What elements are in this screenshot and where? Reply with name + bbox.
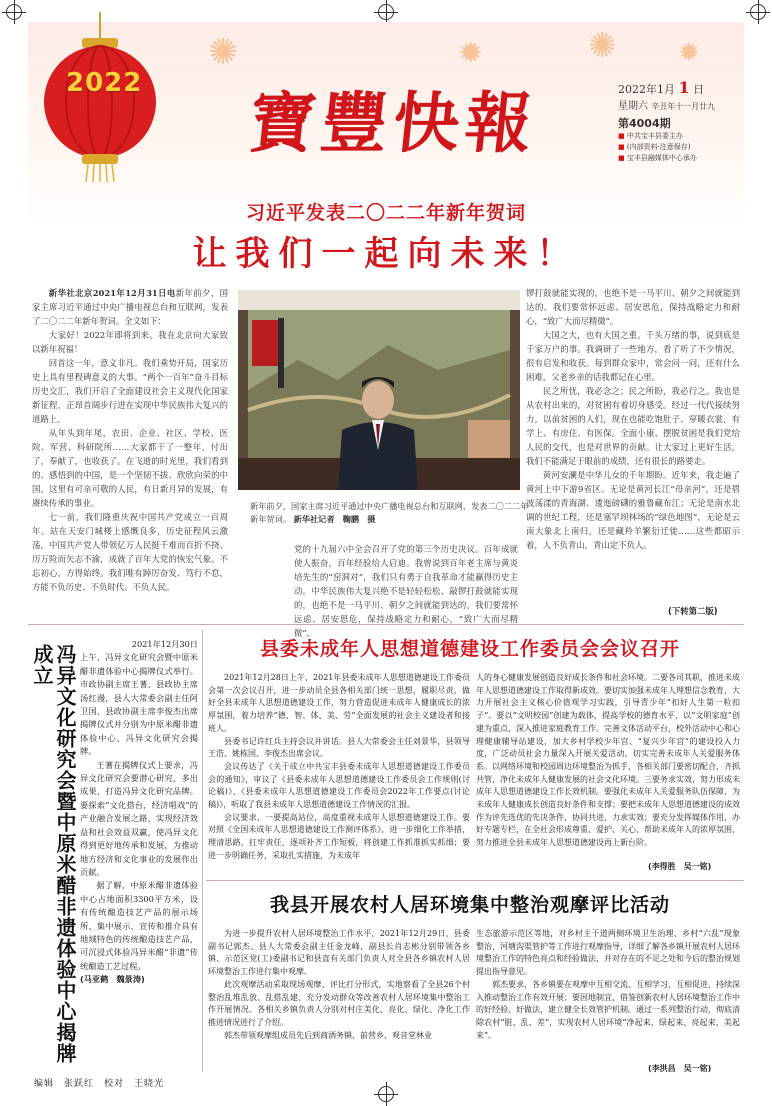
lead-kicker: 习近平发表二〇二二年新年贺词 xyxy=(245,202,526,224)
continued-note: (下转第二版) xyxy=(668,606,718,616)
section-divider xyxy=(28,624,744,625)
story3-paragraph: 此次观摩活动采取现场观摩、评比打分形式，实地察看了全县26个村整治乱堆乱放、乱搭乱建、充分发动群众等改善农村人居环境集中整治工作开展情况。各相关乡镇负责人分别对村庄美化、亮化、绿化、净化工作推进情况进行了介绍。 xyxy=(208,979,470,1027)
story3-paragraph: 生态旅游示范区等地，对乡村主干道两侧环境卫生治理、乡村“六乱”现象整治、河塘沟渠管护等工作进行观摩指导，详细了解各乡镇开展农村人居环境整治工作的特色亮点和经验做法，并对存在的不足之处和今后的整治规划提出指导意见。 xyxy=(476,929,740,977)
section-divider xyxy=(206,880,744,881)
year-badge: 2022 xyxy=(66,68,143,98)
photo-caption xyxy=(250,500,530,526)
story2-byline: (李得胜 吴一铭) xyxy=(648,862,712,871)
story2-paragraph: 会议传达了《关于成立中共宝丰县委未成年人思想道德建设工作委员会的通知》，审议了《县委未成年人思想道德建设工作委员会工作规则(讨论稿)》、《县委未成年人思想道德建设工作委员会2022年工作要点(讨论稿)》，听取了我县未成年人思想道德建设工作情况的汇报。 xyxy=(208,761,470,810)
side-story-paragraph: 上午，冯异文化研究会暨中原米醋非遗体验中心揭牌仪式举行。市政协副主席王蓍、县政协主席汤红漫，县人大常委会副主任阿卫国、县政协副主席李俊杰出席揭牌仪式并分别为中原米醋非遗体验中心、冯异文化研究会揭牌。 xyxy=(80,652,198,757)
story2-paragraph: 人的身心健康发展创造良好成长条件和社会环境。二要各司其职，推进未成年人思想道德建设工作取得新成效。要切实加强未成年人理想信念教育，大力开展社会主义核心价值观学习实践，引导青少年“扣好人生第一粒扣子”。要以“文明校园”创建为载体，提高学校的德育水平，以“文明家庭”创建为重点，深入推进家庭教育工作。完善文体活动平台，校外活动中心和心理健康辅导站建设，加大乡村学校少年宫、“复兴少年宫”的建设投入力度，广泛动员社会力量深入开展关爱活动，切实完善未成年人关爱服务体系。以网络环境和校园周边环境整治为抓手，各相关部门要密切配合，齐抓共管，净化未成年人健康发展的社会文化环境。三要务求实效，努力形成未成年人思想道德建设工作长效机制。要强化未成年人关爱服务队伍保障，为未成年人健康成长创造良好条件和支撑；要把未成年人思想道德建设的成效作为评先选优的先决条件，协同共进，力求实效；要充分发挥媒体作用，办好专题专栏，在全社会形成尊重、爱护、关心、帮助未成年人的浓厚氛围，努力推进全县未成年人思想道德建设再上新台阶。 xyxy=(476,673,740,848)
date-day: 1 xyxy=(678,78,690,97)
issue-number: 第4004期 xyxy=(618,117,671,130)
side-story-date: 2021年12月30日 xyxy=(131,639,198,649)
lead-column-3 xyxy=(526,286,740,620)
side-story-byline: (马亚鹤 魏景涛) xyxy=(80,974,145,985)
lead-dateline: 新华社北京2021年12月31日电 xyxy=(48,288,176,298)
lead-paragraph: 七一前，我们隆重庆祝中国共产党成立一百周年。站在天安门城楼上感慨良多，历史征程风云激荡，中国共产党人带领亿万人民挺千难而百折不挠、历万险而矢志不渝，成就了百年大党的恢宏气象。不忘初心，方得始终。我们唯有踔厉奋发、笃行不怠，方能不负历史、不负时代、不负人民。 xyxy=(32,512,228,592)
lead-column-1 xyxy=(32,286,228,618)
lead-paragraph: 回首这一年，意义非凡。我们乘势开局，国家历史上具有里程碑意义的大事。“两个一百年”奋斗目标历史交汇，我们开启了全面建设社会主义现代化国家新征程，正昂首阔步行进在实现中华民族伟大复兴的道路上。 xyxy=(32,358,228,424)
story3-column-left xyxy=(208,928,470,1076)
story3-headline: 我县开展农村人居环境集中整治观摩评比活动 xyxy=(269,894,670,916)
story2-column-right xyxy=(476,672,740,864)
nameplate: 寶豐快報 xyxy=(245,84,542,162)
registration-mark-right xyxy=(750,4,766,20)
firework-icon: ✺ xyxy=(588,26,617,66)
sponsor-line: ■ 中共宝丰县委主办 xyxy=(618,131,738,142)
story2-headline: 县委未成年人思想道德建设工作委员会会议召开 xyxy=(259,638,680,660)
editors-line: 编辑 张跃红 校对 王晓光 xyxy=(34,1079,165,1089)
story3-byline: (李洪昌 吴一铭) xyxy=(648,1064,712,1073)
date-prefix: 2022年1月 xyxy=(618,83,675,96)
lead-paragraph: 从年头到年尾，农田、企业、社区、学校、医院、军营、科研院所……大家都干了一整年，付出了，奉献了，也收获了。在飞逝的时光里，我们看到的、感悟到的中国，是一个坚韧不拔、欣欣向荣的中国。这里有可亲可敬的人民，有日新月异的发展，有赓续传承的事业。 xyxy=(32,428,228,508)
lead-headline: 让我们一起向未来！ xyxy=(192,234,580,274)
firework-icon: ✹ xyxy=(458,36,484,71)
story2-paragraph: 县委书记许红兵主持会议并讲话。县人大常委会主任刘景华，县领导王浩、姚栋国、李俊杰出席会议。 xyxy=(208,736,470,759)
story3-column-right xyxy=(476,928,740,1064)
lead-paragraph: 党的十九届六中全会召开了党的第三个历史决议。百年成就使人振奋，百年经验给人启迪。我曾说到百年老主席与黄炎培先生的“窑洞对”，我们只有勇于自我革命才能赢得历史主动。中华民族伟大复兴绝不是轻轻松松、敲锣打鼓就能实现的，也绝不是一马平川、朝夕之间就能到达的。我们要常怀远虑、居安思危，保持战略定力和耐心，“致广大而尽精微”。 xyxy=(294,544,518,638)
caption-text: 新年前夕，国家主席习近平通过中央广播电视总台和互联网，发表二〇二二年新年贺词。 xyxy=(250,501,529,524)
lead-paragraph: 大国之大，也有大国之重。千头万绪的事，说到底是千家万户的事。我调研了一些地方，看了听了不少情况，很有启发和收获。每到群众家中，常会问一问，还有什么困难，父老乡亲的话我都记在心里。 xyxy=(526,330,740,382)
lead-paragraph: 民之所忧，我必念之；民之所盼，我必行之。我也是从农村出来的，对贫困有着切身感受。经过一代代接续努力，以前贫困的人们，现在也能吃饱肚子、穿暖衣裳，有学上、有房住、有医保。全面小康、摆脱贫困是我们党给人民的交代，也是对世界的贡献。让大家过上更好生活，我们不能满足于眼前的成绩，还有很长的路要走。 xyxy=(526,386,740,466)
weekday: 星期六 xyxy=(618,101,648,112)
sponsor-line: ■ (内部资料·注意保存) xyxy=(618,142,738,153)
side-story-body xyxy=(80,638,198,1072)
sponsor-line: ■ 宝丰县融媒体中心承办 xyxy=(618,153,738,164)
lead-paragraph: 新年前夕，国家主席习近平通过中央广播电视总台和互联网，发表了二〇二二年新年贺词。全文如下： xyxy=(32,288,228,326)
masthead xyxy=(28,22,744,222)
newspaper-page xyxy=(28,22,744,1092)
side-story-paragraph: 据了解，中原米醋非遗体验中心占地面积3300平方米，设有传统酿造技艺产品的展示场所、集中展示、宣传和推介具有地域特色的传统酿造技艺产品，可沉浸式体验冯异米醋“非遗”传统酿造工艺过程。 xyxy=(80,880,198,971)
story3-paragraph: 郭杰带领观摩组成员先后到商酒务镇、前营乡、观音堂林业 xyxy=(224,1030,432,1040)
lead-paragraph: 大家好！2022年即将到来。我在北京向大家致以新年祝福！ xyxy=(32,330,228,354)
date-block xyxy=(618,78,738,164)
lead-photo xyxy=(238,290,520,490)
firework-icon: ✹ xyxy=(678,38,700,68)
story2-column-left xyxy=(208,672,470,864)
story2-paragraph: 会议要求，一要提高站位，高度重视未成年人思想道德建设工作。要对照《全国未成年人思想道德建设工作测评体系》，进一步细化工作举措，理清思路，扛牢责任，逐项补齐工作短板，将创建工作抓准抓实抓细；要进一步明确任务，采取扎实措施，为未成年 xyxy=(208,812,470,860)
lunar-date: 辛丑年十一月廿九 xyxy=(651,102,716,111)
story3-paragraph: 郭杰要求，各乡镇要在观摩中互相交流、互相学习，互相促进，持续深入推动整治工作有效开展；要因地制宜，借鉴创新农村人居环境整治工作中的好经验、好做法，建立健全长效管护机制。通过一系列整治行动，彻底清除农村“脏、乱、差”，实现农村人居环境“净起来、绿起来、亮起来、美起来”。 xyxy=(476,979,740,1040)
story3-paragraph: 为进一步提升农村人居环境整治工作水平，2021年12月29日，县委副书记郭杰、县人大常委会副主任金龙峰，副县长肖志彬分别带领各乡镇、示范区党(工)委副书记和县直有关部门负责人对全县各乡镇农村人居环境整治工作进行集中观摩。 xyxy=(208,929,470,977)
side-story-paragraph: 王蓍在揭牌仪式上要求，冯异文化研究会要潜心研究，多出成果，打造冯异文化研究品牌。要探索“文化搭台，经济唱戏”的产业融合发展之路，实现经济效益和社会效益双赢，使冯异文化得到更好地传承和发展，为推动地方经济和文化事业的发展作出贡献。 xyxy=(80,759,198,877)
lead-paragraph: 黄河安澜是中华儿女的千年期盼。近年来，我走遍了黄河上中下游9省区。无论是黄河长江“母亲河”，还是碧波荡漾的青海湖、逶迤磅礴的雅鲁藏布江；无论是南水北调的世纪工程，还是塞罕坝林场的“绿色地图”，无论是云南大象北上南归，还是藏羚羊繁衍迁徙……这些都昭示着，人不负青山，青山定不负人。 xyxy=(526,470,740,550)
registration-mark-left xyxy=(6,4,22,20)
date-suffix: 日 xyxy=(693,83,705,96)
side-story-title: 冯异文化研究会暨中原米醋非遗体验中心揭牌成立 xyxy=(30,644,77,1064)
story2-paragraph: 2021年12月28日上午，2021年县委未成年人思想道德建设工作委员会第一次会议召开，进一步动员全县各相关部门统一思想，履职尽责，做好全县未成年人思想道德建设工作，努力营造促进未成年人健康成长的浓厚氛围，着力培养“德、智、体、美、劳”全面发展的社会主义建设者和接班人。 xyxy=(208,673,470,733)
photo-credit: 新华社记者 鞠鹏 摄 xyxy=(293,514,376,524)
registration-mark-center xyxy=(378,4,394,20)
lead-column-2 xyxy=(294,542,518,638)
firework-icon: ✺ xyxy=(208,32,239,73)
lead-paragraph: 锣打鼓就能实现的，也绝不是一马平川、朝夕之间就能到达的。我们要常怀远虑、居安思危，保持战略定力和耐心，“致广大而尽精微”。 xyxy=(526,288,740,326)
column-divider xyxy=(202,630,203,1072)
